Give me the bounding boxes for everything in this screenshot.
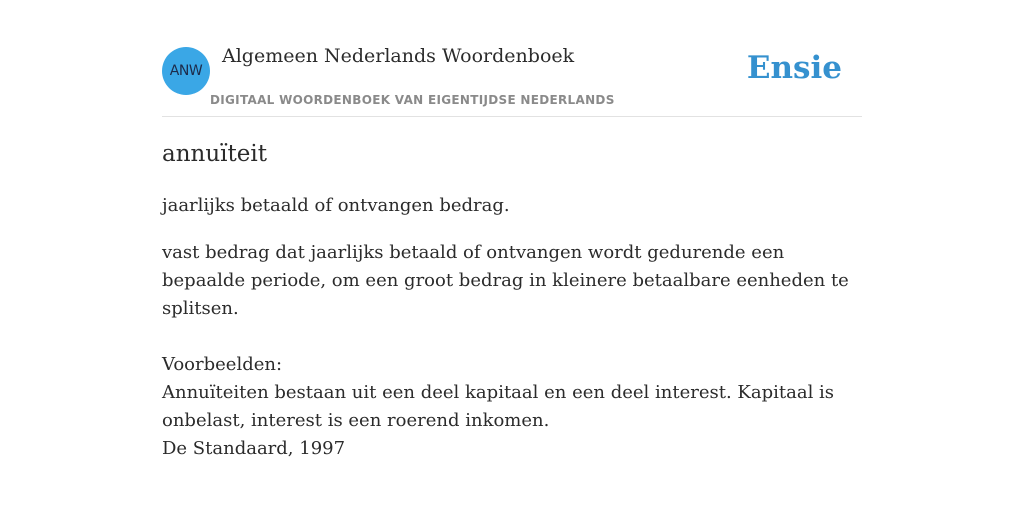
headword: annuïteit [162, 141, 267, 167]
header [162, 0, 862, 117]
anw-logo[interactable] [162, 47, 210, 95]
examples-label: Voorbeelden: [162, 354, 283, 375]
entry-content [162, 136, 862, 463]
example-text: Annuïteiten bestaan uit een deel kapitaal en een deel interest. Kapitaal is onbelast, interest is een roerend inkomen. [162, 382, 835, 431]
logo-text: ANW [169, 63, 203, 79]
dictionary-subtitle: DIGITAAL WOORDENBOEK VAN EIGENTIJDSE NEDERLANDS [210, 93, 615, 107]
definition-long: vast bedrag dat jaarlijks betaald of ontvangen wordt gedurende een bepaalde periode, om een groot bedrag in kleinere betaalbare eenheden te splitsen. [162, 242, 849, 319]
brand-logo[interactable]: Ensie [746, 50, 842, 86]
definition-short: jaarlijks betaald of ontvangen bedrag. [162, 195, 510, 216]
examples-section [162, 351, 862, 463]
dictionary-title[interactable]: Algemeen Nederlands Woordenboek [222, 45, 575, 67]
example-source: De Standaard, 1997 [162, 438, 346, 459]
